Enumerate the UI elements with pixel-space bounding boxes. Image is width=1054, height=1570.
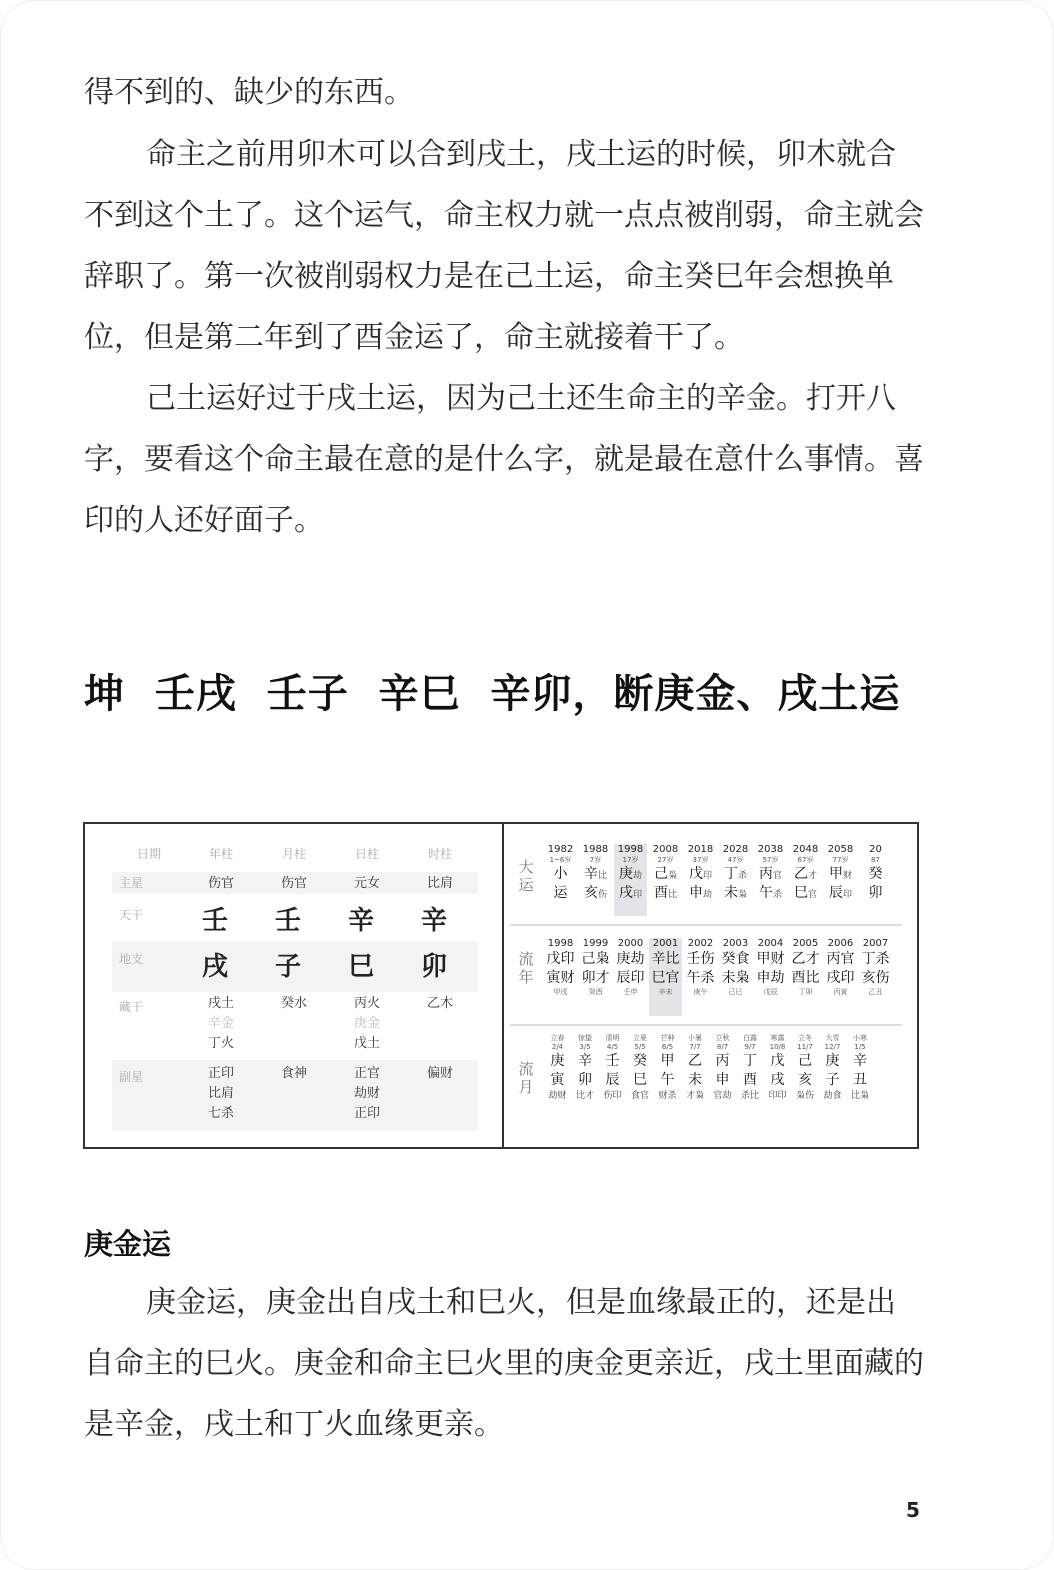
liuyue-branch: 巳 — [633, 1072, 647, 1088]
dayun-stem — [544, 865, 577, 884]
dayun-branch-star: 枭 — [737, 890, 747, 900]
liuyue-column — [599, 1034, 626, 1134]
liuyue-stars: 食官 — [630, 1091, 649, 1101]
liuyue-column — [627, 1034, 654, 1134]
dayun-stem — [824, 865, 857, 884]
stem-hour: 辛 — [420, 906, 447, 936]
liunian-xiaoyun: 乙丑 — [868, 988, 883, 996]
liuyue-branch: 未 — [688, 1072, 702, 1088]
dayun-stem-star: 印 — [702, 871, 712, 881]
dayun-year: 2048 — [792, 844, 819, 855]
liuyue-branch: 酉 — [743, 1072, 757, 1088]
dayun-age: 67岁 — [797, 856, 814, 864]
dayun-stem-star: 官 — [772, 871, 782, 881]
luck-cycles-panel — [504, 824, 919, 1147]
liunian-year: 2005 — [792, 938, 819, 949]
liuyue-stars: 伤印 — [603, 1091, 622, 1101]
dayun-branch — [719, 884, 752, 903]
dayun-branch-char: 辰 — [828, 885, 843, 901]
liunian-branch: 戌印 — [826, 970, 855, 986]
dayun-column — [824, 844, 857, 916]
dayun-stem-char: 己 — [653, 866, 668, 882]
liunian-branch: 辰印 — [616, 970, 645, 986]
liuyue-stars: 劫食 — [823, 1091, 842, 1101]
liunian-xiaoyun: 戊辰 — [763, 988, 778, 996]
main-star-hour: 比肩 — [426, 876, 453, 891]
col-header-date: 日期 — [136, 847, 161, 861]
dayun-branch-char: 戌 — [618, 885, 633, 901]
dayun-column — [544, 844, 577, 916]
separator — [510, 924, 902, 926]
liunian-column — [614, 938, 647, 1016]
dayun-branch-char: 卯 — [868, 885, 883, 901]
liunian-branch: 午杀 — [686, 970, 715, 986]
stem-month: 壬 — [274, 906, 301, 936]
dayun-branch — [614, 884, 647, 903]
liunian-year: 1999 — [582, 938, 609, 949]
dayun-stem-char: 丙 — [758, 866, 773, 882]
dayun-year: 2008 — [652, 844, 679, 855]
liuyue-stem: 丙 — [715, 1053, 730, 1069]
branch-hour: 卯 — [420, 952, 447, 982]
dayun-year: 1988 — [582, 844, 609, 855]
liunian-year: 2007 — [862, 938, 889, 949]
liuyue-column — [792, 1034, 819, 1134]
dayun-age: 1~6岁 — [549, 856, 572, 864]
liunian-xiaoyun: 丁卯 — [798, 988, 813, 996]
liuyue-stem: 乙 — [688, 1053, 702, 1069]
liunian-year: 2006 — [827, 938, 854, 949]
dayun-branch — [859, 884, 892, 903]
liuyue-term: 大雪 — [825, 1034, 840, 1042]
liuyue-term: 小寒 — [853, 1034, 867, 1042]
dayun-stem-char: 丁 — [723, 866, 738, 882]
liuyue-branch: 戌 — [770, 1072, 785, 1088]
sub-star-day-2: 劫财 — [353, 1086, 380, 1101]
dayun-stem-char: 戊 — [688, 866, 703, 882]
row-label-stem: 天干 — [119, 908, 144, 922]
dayun-stem — [754, 865, 787, 884]
liuyue-stem: 庚 — [550, 1053, 565, 1069]
liuyue-stem: 丁 — [743, 1053, 757, 1069]
liuyue-date: 9/7 — [744, 1043, 756, 1051]
liuyue-stars: 财杀 — [658, 1091, 677, 1101]
dayun-branch-char: 运 — [553, 885, 568, 901]
row-label-hidden: 藏干 — [119, 1000, 144, 1014]
dayun-stem-star: 杀 — [737, 871, 747, 881]
dayun-year: 20 — [869, 844, 882, 855]
liuyue-stem: 戊 — [770, 1053, 785, 1069]
liunian-stem: 己枭 — [581, 951, 610, 967]
liuyue-branch: 寅 — [550, 1072, 565, 1088]
liunian-stem: 庚劫 — [616, 951, 645, 967]
main-star-day: 元女 — [353, 876, 380, 891]
dayun-branch-star: 印 — [632, 890, 642, 900]
row-label-main-star: 主星 — [119, 876, 144, 890]
sub-star-year-1: 正印 — [207, 1066, 234, 1081]
dayun-stem-char: 庚 — [618, 866, 633, 882]
liuyue-date: 7/7 — [689, 1043, 701, 1051]
dayun-stem-char: 乙 — [793, 866, 808, 882]
liuyue-term: 清明 — [605, 1034, 620, 1042]
liunian-branch: 酉比 — [791, 970, 820, 986]
liunian-xiaoyun: 甲戌 — [553, 988, 568, 996]
dayun-branch-star: 杀 — [772, 890, 782, 900]
main-star-year: 伤官 — [207, 876, 234, 891]
dayun-branch-star: 官 — [807, 890, 817, 900]
paragraph-1: 得不到的、缺少的东西。 — [84, 75, 414, 110]
col-header-hour: 时柱 — [427, 847, 452, 861]
four-pillars-panel — [85, 824, 502, 1147]
liuyue-date: 8/7 — [716, 1043, 729, 1051]
hidden-year-1: 戌土 — [207, 996, 234, 1011]
liuyue-stem: 癸 — [633, 1053, 647, 1069]
dayun-branch — [544, 884, 577, 903]
dayun-year: 2038 — [757, 844, 784, 855]
dayun-branch-char: 午 — [758, 885, 773, 901]
liuyue-date: 6/5 — [661, 1043, 674, 1051]
dayun-branch-star: 印 — [842, 890, 852, 900]
liuyue-column — [737, 1034, 764, 1134]
liuyue-label: 流月 — [518, 1060, 534, 1096]
liuyue-column — [682, 1034, 709, 1134]
liunian-stem: 丁杀 — [861, 951, 890, 967]
dayun-stem-char: 甲 — [828, 866, 843, 882]
liunian-xiaoyun: 庚午 — [693, 988, 708, 996]
liuyue-stars: 劫财 — [548, 1091, 567, 1101]
liuyue-branch: 申 — [715, 1072, 730, 1088]
branch-day: 巳 — [347, 952, 374, 982]
liunian-stem: 壬伤 — [686, 951, 715, 967]
liuyue-stars: 杀比 — [740, 1091, 759, 1101]
dayun-branch-char: 未 — [723, 885, 738, 901]
liuyue-stem: 甲 — [660, 1053, 675, 1069]
liuyue-term: 立秋 — [715, 1034, 730, 1042]
dayun-branch — [579, 884, 612, 903]
sub-star-year-3: 七杀 — [207, 1106, 234, 1121]
dayun-column — [789, 844, 822, 916]
dayun-stem — [579, 865, 612, 884]
dayun-branch — [684, 884, 717, 903]
liunian-column — [789, 938, 822, 1016]
dayun-stem-star: 财 — [842, 871, 852, 881]
liunian-xiaoyun: 癸酉 — [588, 988, 603, 996]
main-star-month: 伤官 — [280, 876, 307, 891]
liuyue-date: 10/8 — [769, 1043, 786, 1051]
dayun-year: 1998 — [617, 844, 644, 855]
dayun-branch-char: 酉 — [653, 885, 668, 901]
dayun-column — [754, 844, 787, 916]
dayun-branch-char: 巳 — [793, 885, 808, 901]
dayun-column — [684, 844, 717, 916]
liunian-year: 2003 — [722, 938, 749, 949]
liuyue-date: 2/4 — [551, 1043, 564, 1051]
dayun-branch — [649, 884, 682, 903]
liunian-stem: 丙官 — [826, 951, 855, 967]
liuyue-branch: 卯 — [578, 1072, 592, 1088]
liuyue-stem: 辛 — [578, 1053, 592, 1069]
liunian-branch: 未枭 — [721, 970, 750, 986]
liunian-column — [719, 938, 752, 1016]
dayun-stem-char: 辛 — [583, 866, 598, 882]
branch-month: 子 — [274, 952, 301, 982]
liunian-branch: 亥伤 — [861, 970, 890, 986]
liuyue-stem: 壬 — [605, 1053, 620, 1069]
liunian-column — [824, 938, 857, 1016]
dayun-branch-char: 亥 — [583, 885, 598, 901]
liuyue-term: 芒种 — [660, 1034, 675, 1042]
dayun-age: 37岁 — [692, 856, 709, 864]
col-header-month: 月柱 — [281, 847, 306, 861]
dayun-age: 87 — [871, 856, 880, 864]
liunian-stem: 乙才 — [791, 951, 820, 967]
liuyue-date: 1/5 — [854, 1043, 866, 1051]
dayun-age: 57岁 — [762, 856, 779, 864]
liunian-column — [544, 938, 577, 1016]
dayun-stem — [789, 865, 822, 884]
hidden-year-2: 辛金 — [207, 1016, 234, 1031]
dayun-age: 77岁 — [832, 856, 849, 864]
hidden-year-3: 丁火 — [207, 1036, 234, 1051]
subheading: 庚金运 — [84, 1227, 172, 1261]
liunian-xiaoyun: 辛未 — [658, 988, 673, 996]
liuyue-column — [819, 1034, 846, 1134]
row-label-branch: 地支 — [119, 952, 144, 966]
liunian-xiaoyun: 丙寅 — [833, 988, 848, 996]
dayun-stem — [859, 865, 892, 884]
liuyue-column — [709, 1034, 736, 1134]
liunian-stem: 甲财 — [756, 951, 785, 967]
dayun-column — [649, 844, 682, 916]
liuyue-stars: 比枭 — [850, 1091, 869, 1101]
liuyue-term: 立冬 — [798, 1034, 812, 1042]
dayun-stem-star: 比 — [597, 871, 607, 881]
liunian-column — [754, 938, 787, 1016]
liuyue-term: 惊蛰 — [578, 1034, 592, 1042]
liunian-year: 1998 — [547, 938, 574, 949]
liuyue-term: 立夏 — [633, 1034, 647, 1042]
liuyue-date: 3/5 — [579, 1043, 591, 1051]
dayun-year: 2028 — [722, 844, 749, 855]
sub-star-day-3: 正印 — [353, 1106, 380, 1121]
liuyue-column — [572, 1034, 599, 1134]
liunian-stem: 辛比 — [651, 951, 680, 967]
dayun-column — [614, 844, 647, 916]
dayun-age: 7岁 — [589, 856, 602, 864]
liuyue-stem: 辛 — [853, 1053, 867, 1069]
liuyue-date: 5/5 — [634, 1043, 646, 1051]
liuyue-date: 11/7 — [797, 1043, 813, 1051]
liunian-column — [859, 938, 892, 1016]
dayun-branch-star: 伤 — [597, 890, 607, 900]
liunian-column — [684, 938, 717, 1016]
separator — [510, 1024, 902, 1026]
col-header-year: 年柱 — [208, 847, 233, 861]
dayun-column — [719, 844, 752, 916]
dayun-label: 大运 — [518, 858, 534, 894]
liuyue-term: 立春 — [550, 1034, 565, 1042]
liuyue-term: 寒露 — [770, 1034, 785, 1042]
liunian-branch: 巳官 — [651, 970, 680, 986]
sub-star-month-1: 食神 — [280, 1066, 307, 1081]
liuyue-term: 白露 — [743, 1034, 757, 1042]
sub-star-year-2: 比肩 — [207, 1086, 234, 1101]
liunian-column — [649, 938, 682, 1016]
liunian-year: 2002 — [687, 938, 714, 949]
liuyue-stars: 印印 — [768, 1091, 787, 1101]
liuyue-column — [544, 1034, 571, 1134]
liuyue-branch: 子 — [825, 1072, 840, 1088]
col-header-day: 日柱 — [354, 847, 379, 861]
hidden-day-2: 庚金 — [353, 1016, 380, 1031]
dayun-stem — [684, 865, 717, 884]
liuyue-stars: 比才 — [575, 1091, 594, 1101]
dayun-stem-star: 才 — [807, 871, 817, 881]
liuyue-branch: 亥 — [798, 1072, 812, 1088]
dayun-stem-star: 枭 — [667, 871, 677, 881]
dayun-branch-star: 比 — [667, 890, 677, 900]
liuyue-date: 12/7 — [824, 1043, 841, 1051]
dayun-stem — [649, 865, 682, 884]
hidden-day-3: 戊土 — [353, 1036, 380, 1051]
dayun-year: 2018 — [687, 844, 714, 855]
dayun-stem-char: 小 — [553, 866, 568, 882]
liunian-year: 2000 — [617, 938, 644, 949]
row-label-sub-star: 副星 — [119, 1070, 144, 1084]
liuyue-branch: 午 — [660, 1072, 675, 1088]
dayun-column — [859, 844, 892, 916]
liunian-branch: 寅财 — [546, 970, 575, 986]
liuyue-stem: 己 — [798, 1053, 812, 1069]
liuyue-column — [764, 1034, 791, 1134]
stem-year: 壬 — [201, 906, 228, 936]
liunian-branch: 卯才 — [581, 970, 610, 986]
liunian-branch: 申劫 — [756, 970, 785, 986]
dayun-branch-star: 劫 — [702, 890, 712, 900]
dayun-year: 1982 — [547, 844, 574, 855]
liunian-column — [579, 938, 612, 1016]
paragraph-2: 命主之前用卯木可以合到戌土，戌土运的时候，卯木就合不到这个土了。这个运气，命主权力就一点点被削弱，命主就会辞职了。第一次被削弱权力是在己土运，命主癸巳年会想换单位，但是第二年到了酉金运了，命主就接着干了。 — [84, 137, 924, 355]
hidden-hour-1: 乙木 — [426, 996, 453, 1011]
dayun-branch-char: 申 — [688, 885, 703, 901]
branch-year: 戌 — [201, 952, 228, 982]
hidden-day-1: 丙火 — [353, 996, 380, 1011]
liuyue-stars: 才枭 — [685, 1091, 704, 1101]
liunian-stem: 癸食 — [721, 951, 750, 967]
liunian-stem: 戊印 — [546, 951, 575, 967]
dayun-branch — [789, 884, 822, 903]
liunian-year: 2004 — [757, 938, 784, 949]
dayun-branch — [754, 884, 787, 903]
sub-star-hour-1: 偏财 — [426, 1066, 453, 1081]
dayun-stem-char: 癸 — [868, 866, 883, 882]
liuyue-stars: 枭伤 — [795, 1091, 814, 1101]
liunian-xiaoyun: 己巳 — [728, 988, 743, 996]
liuyue-column — [847, 1034, 874, 1134]
liuyue-stars: 官劫 — [713, 1091, 732, 1101]
dayun-stem — [614, 865, 647, 884]
stem-day: 辛 — [347, 906, 374, 936]
liuyue-branch: 辰 — [605, 1072, 620, 1088]
liuyue-column — [654, 1034, 681, 1134]
liuyue-stem: 庚 — [825, 1053, 840, 1069]
liuyue-branch: 丑 — [853, 1072, 867, 1088]
liuyue-term: 小暑 — [688, 1034, 702, 1042]
bazi-chart-figure — [83, 822, 919, 1149]
dayun-year: 2058 — [827, 844, 854, 855]
dayun-stem — [719, 865, 752, 884]
liunian-xiaoyun: 壬申 — [623, 988, 638, 996]
dayun-column — [579, 844, 612, 916]
liuyue-date: 4/5 — [606, 1043, 619, 1051]
sub-star-day-1: 正官 — [353, 1066, 380, 1081]
liunian-label: 流年 — [518, 950, 534, 986]
dayun-age: 27岁 — [657, 856, 674, 864]
page-number: 5 — [906, 1498, 920, 1522]
dayun-age: 17岁 — [622, 856, 639, 864]
liunian-year: 2001 — [652, 938, 679, 949]
dayun-age: 47岁 — [727, 856, 744, 864]
dayun-branch — [824, 884, 857, 903]
paragraph-4: 庚金运，庚金出自戌土和巳火，但是血缘最正的，还是出自命主的巳火。庚金和命主巳火里的庚金更亲近，戌土里面藏的是辛金，戌土和丁火血缘更亲。 — [84, 1285, 924, 1442]
hidden-month-1: 癸水 — [280, 996, 307, 1011]
section-title: 坤 壬戌 壬子 辛巳 辛卯，断庚金、戌土运 — [84, 671, 901, 717]
dayun-stem-star: 劫 — [632, 871, 642, 881]
paragraph-3: 己土运好过于戌土运，因为己土还生命主的辛金。打开八字，要看这个命主最在意的是什么字，就是最在意什么事情。喜印的人还好面子。 — [84, 381, 924, 538]
